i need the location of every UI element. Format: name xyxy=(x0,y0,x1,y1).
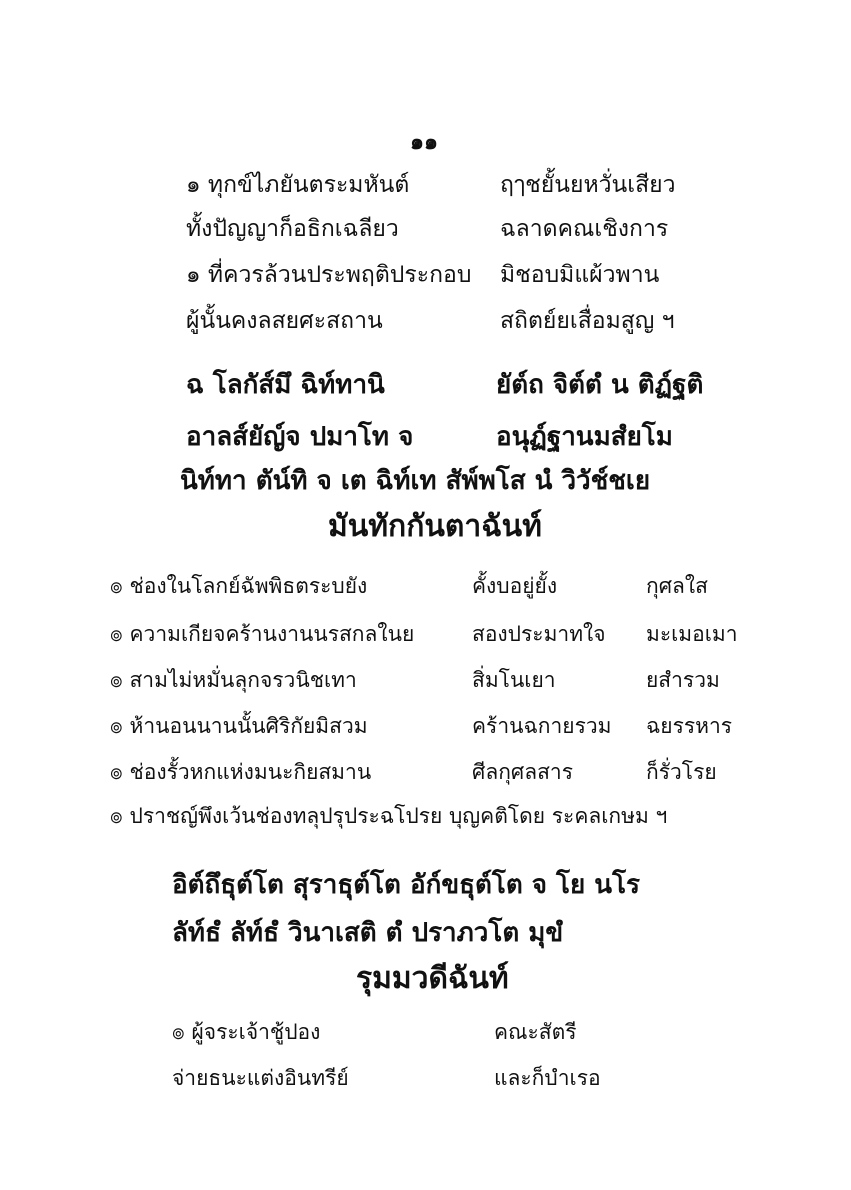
verse2-line4-col3: ฉยรรหาร xyxy=(646,714,733,738)
verse2-line6: ๏ ปราชญ์พึงเว้นช่องทลุปรุประฉโปรย บุญคติโดย ระคลเกษม ฯ xyxy=(110,804,668,828)
pali2-line2: ลัท์ธํ ลัท์ธํ วินาเสติ ตํ ปราภวโต มุขํ xyxy=(172,918,564,948)
verse1-line2-left: ทั้งปัญญาก็อธิกเฉลียว xyxy=(186,216,399,242)
verse2-line1-col3: กุศลใส xyxy=(646,574,708,598)
verse2-line1-col2: คั้งบอยู่ยั้ง xyxy=(472,574,558,598)
verse1-line2-right: ฉลาดคณเชิงการ xyxy=(500,216,669,242)
verse2-line2-col1: ๏ ความเกียจคร้านงานนรสกลในย xyxy=(110,622,415,646)
verse2-line4-col2: คร้านฉกายรวม xyxy=(472,714,612,738)
pali1-line2-right: อนุฏ์ฐานมสํยโม xyxy=(496,422,673,452)
verse2-line5-col1: ๏ ช่องรั้วหกแห่งมนะกิยสมาน xyxy=(110,760,372,784)
section-title-1: มันทักกันตาฉันท์ xyxy=(328,509,542,544)
verse2-line4-col1: ๏ ห้านอนนานนั้นศิริกัยมิสวม xyxy=(110,714,368,738)
verse2-line1-col1: ๏ ช่องในโลกย์ฉัพพิธตระบยัง xyxy=(110,574,368,598)
verse2-line5-col2: ศีลกุศลสาร xyxy=(472,760,574,784)
verse3-line1-right: คณะสัตรี xyxy=(494,1020,577,1044)
verse1-line4-right: สถิตย์ยเสื่อมสูญ ฯ xyxy=(500,308,675,334)
verse2-line3-col3: ยสำรวม xyxy=(646,668,720,692)
verse1-line1-right: ฤๅชยั้นยหวั่นเสียว xyxy=(500,172,676,198)
verse1-line4-left: ผู้นั้นคงลสยศะสถาน xyxy=(186,308,383,334)
verse1-line3-left: ๑ ที่ควรล้วนประพฤติประกอบ xyxy=(186,262,472,288)
verse3-line2-right: และก็บำเรอ xyxy=(494,1066,601,1090)
pali1-line2-left: อาลส์ยัญ์จ ปมาโท จ xyxy=(186,422,414,452)
verse3-line1-left: ๏ ผู้จระเจ้าชู้ปอง xyxy=(172,1020,321,1044)
verse2-line3-col1: ๏ สามไม่หมั่นลุกจรวนิชเทา xyxy=(110,668,357,692)
verse2-line2-col2: สองประมาทใจ xyxy=(472,622,606,646)
pali1-line3: นิท์ทา ตัน์ทิ จ เต ฉิท์เท สัพ์พโส นํ วิวัช์ชเย xyxy=(180,466,651,496)
verse2-line3-col2: สิ่มโนเยา xyxy=(472,668,556,692)
pali2-line1: อิต์ถึธุต์โต สุราธุต์โต อัก์ขธุต์โต จ โย นโร xyxy=(172,870,641,900)
section-title-2: รุมมวดีฉันท์ xyxy=(356,961,509,996)
pali1-line1-left: ฉ โลกัส์มึ ฉิท์ทานิ xyxy=(186,370,385,400)
verse3-line2-left: จ่ายธนะแต่งอินทรีย์ xyxy=(172,1066,349,1090)
pali1-line1-right: ยัต์ถ จิต์ตํ น ติฏ์ฐติ xyxy=(496,370,704,400)
page-number: ๑๑ xyxy=(410,130,438,155)
verse1-line1-left: ๑ ทุกข์ไภยันตระมหันต์ xyxy=(186,172,410,198)
verse2-line2-col3: มะเมอเมา xyxy=(646,622,738,646)
verse2-line5-col3: ก็รั่วโรย xyxy=(646,760,717,784)
verse1-line3-right: มิชอบมิแผ้วพาน xyxy=(500,262,660,288)
